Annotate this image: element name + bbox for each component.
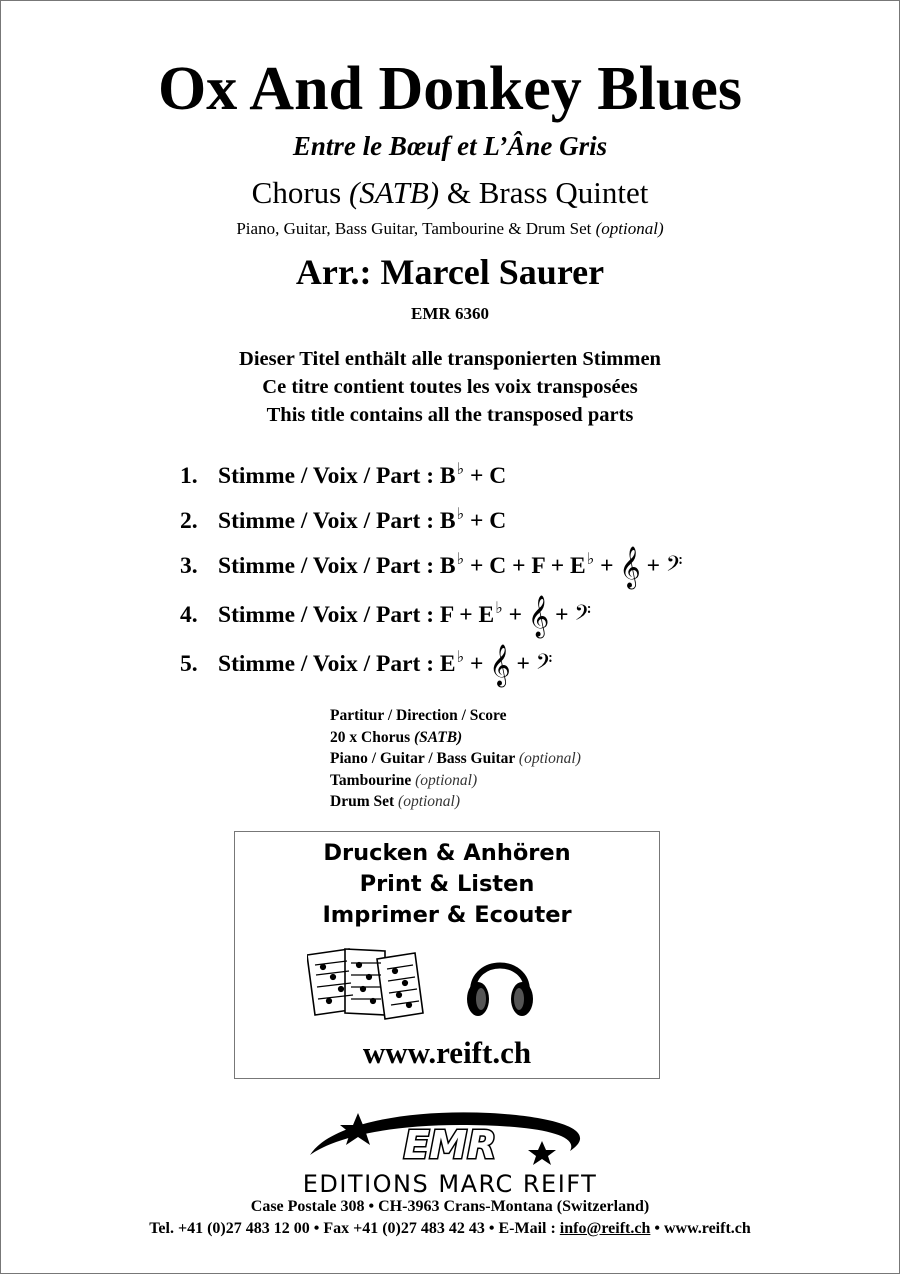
bass-clef-icon: 𝄢 bbox=[574, 601, 592, 631]
footer-website: • www.reift.ch bbox=[650, 1220, 751, 1237]
treble-clef-icon: 𝄞 bbox=[527, 596, 550, 637]
note-line-de: Dieser Titel enthält alle transponierten Stimmen bbox=[239, 348, 661, 370]
note-line-fr: Ce titre contient toutes les voix transposées bbox=[262, 376, 638, 398]
treble-clef-icon: 𝄞 bbox=[619, 547, 641, 588]
part-label: Stimme / Voix / Part : bbox=[218, 553, 435, 579]
optional-instruments bbox=[0, 218, 900, 240]
logo-text: EMR bbox=[403, 1123, 497, 1167]
contents-item: Tambourine (optional) bbox=[330, 771, 478, 789]
part-5: 5. Stimme / Voix / Part : E♭ + 𝄞 + 𝄢 bbox=[180, 645, 553, 686]
phone-fax: Tel. +41 (0)27 483 12 00 • Fax +41 (0)27 483 42 43 • E-Mail : bbox=[149, 1220, 560, 1237]
note-line-en: This title contains all the transposed parts bbox=[266, 404, 634, 426]
emr-logo bbox=[240, 1103, 660, 1171]
instrumentation-rest: & Brass Quintet bbox=[446, 175, 649, 210]
headphones-icon bbox=[465, 947, 535, 1022]
part-number: 1. bbox=[180, 463, 198, 489]
part-label: Stimme / Voix / Part : bbox=[218, 463, 435, 489]
catalog-number: EMR 6360 bbox=[411, 304, 489, 323]
publisher-address: Case Postale 308 • CH-3963 Crans-Montana (Switzerland) bbox=[250, 1198, 650, 1215]
email-link[interactable]: info@reift.ch bbox=[559, 1220, 651, 1237]
subtitle: Entre le Bœuf et L’Âne Gris bbox=[292, 131, 608, 161]
title: Ox And Donkey Blues bbox=[157, 55, 742, 123]
optional-instruments-text: Piano, Guitar, Bass Guitar, Tambourine & Drum Set bbox=[236, 219, 592, 238]
treble-clef-icon: 𝄞 bbox=[489, 645, 511, 686]
part-number: 5. bbox=[180, 651, 198, 677]
optional-note: (optional) bbox=[595, 219, 664, 238]
contents-item: Drum Set (optional) bbox=[330, 793, 461, 810]
transposed-notes bbox=[0, 345, 900, 429]
part-3: 3. Stimme / Voix / Part : B♭ + C + F + E♭ + 𝄞 + 𝄢 bbox=[180, 547, 683, 588]
publisher-name: EDITIONS MARC REIFT bbox=[302, 1170, 598, 1198]
box-line-en: Print & Listen bbox=[359, 871, 535, 897]
bass-clef-icon: 𝄢 bbox=[535, 650, 553, 680]
contents-item: Piano / Guitar / Bass Guitar (optional) bbox=[330, 750, 581, 767]
print-listen-box bbox=[234, 831, 660, 1079]
bass-clef-icon: 𝄢 bbox=[665, 552, 683, 582]
contents-item: 20 x Chorus (SATB) bbox=[330, 728, 463, 746]
contents-item: Partitur / Direction / Score bbox=[330, 707, 507, 724]
sheet-music-icon bbox=[307, 945, 425, 1029]
website-link[interactable]: www.reift.ch bbox=[362, 1035, 532, 1070]
part-label: Stimme / Voix / Part : bbox=[218, 508, 435, 534]
part-4: 4. Stimme / Voix / Part : F + E♭ + 𝄞 + 𝄢 bbox=[180, 596, 592, 637]
part-1: 1. Stimme / Voix / Part : B♭ + C bbox=[180, 461, 507, 489]
part-label: Stimme / Voix / Part : bbox=[218, 602, 435, 628]
publisher-contact bbox=[0, 1219, 900, 1239]
instrumentation-satb: (SATB) bbox=[348, 175, 440, 210]
box-line-de: Drucken & Anhören bbox=[323, 840, 571, 866]
instrumentation-main: Chorus bbox=[251, 175, 342, 210]
part-number: 2. bbox=[180, 508, 198, 534]
part-number: 4. bbox=[180, 602, 198, 628]
box-line-fr: Imprimer & Ecouter bbox=[322, 902, 572, 928]
instrumentation bbox=[0, 175, 900, 211]
contents-list bbox=[330, 705, 581, 813]
part-label: Stimme / Voix / Part : bbox=[218, 651, 435, 677]
part-2: 2. Stimme / Voix / Part : B♭ + C bbox=[180, 506, 507, 534]
part-number: 3. bbox=[180, 553, 198, 579]
arranger: Arr.: Marcel Saurer bbox=[295, 252, 605, 292]
